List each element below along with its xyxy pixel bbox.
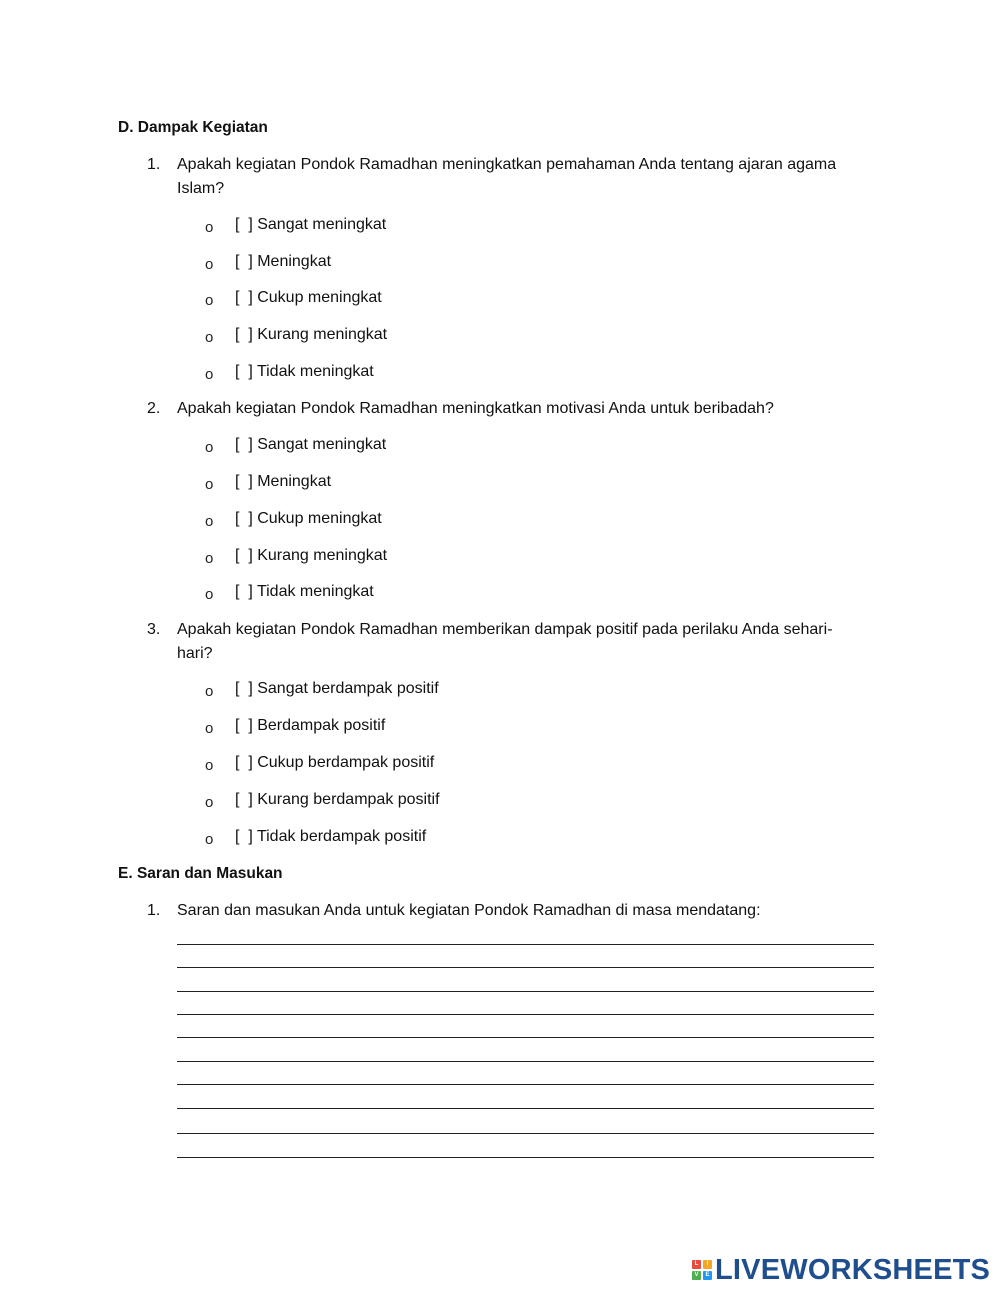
question-3-text: Apakah kegiatan Pondok Ramadhan memberikan dampak positif pada perilaku Anda sehari-hari?: [177, 621, 833, 662]
bullet-icon: o: [205, 757, 214, 774]
answer-line: [177, 1014, 874, 1015]
bullet-icon: o: [205, 831, 214, 848]
question-2-text: Apakah kegiatan Pondok Ramadhan meningkatkan motivasi Anda untuk beribadah?: [177, 400, 774, 417]
bullet-icon: o: [205, 476, 214, 493]
q3-option-2[interactable]: [ ] Berdampak positif: [235, 717, 386, 734]
answer-line: [177, 1157, 874, 1158]
answer-line: [177, 1084, 874, 1085]
bullet-icon: o: [205, 256, 214, 273]
bullet-icon: o: [205, 439, 214, 456]
q2-option-1[interactable]: [ ] Sangat meningkat: [235, 436, 387, 453]
answer-line: [177, 1061, 874, 1062]
bullet-icon: o: [205, 292, 214, 309]
q1-option-5[interactable]: [ ] Tidak meningkat: [235, 363, 374, 380]
q3-option-4[interactable]: [ ] Kurang berdampak positif: [235, 791, 440, 808]
answer-line: [177, 1133, 874, 1134]
question-e1-text: Saran dan masukan Anda untuk kegiatan Pondok Ramadhan di masa mendatang:: [177, 902, 761, 919]
answer-line: [177, 1037, 874, 1038]
bullet-icon: o: [205, 586, 214, 603]
q2-option-4[interactable]: [ ] Kurang meningkat: [235, 547, 388, 564]
liveworksheets-logo: [692, 1254, 990, 1286]
q3-option-3[interactable]: [ ] Cukup berdampak positif: [235, 754, 435, 771]
q3-option-1[interactable]: [ ] Sangat berdampak positif: [235, 680, 439, 697]
answer-line: [177, 967, 874, 968]
q2-option-2[interactable]: [ ] Meningkat: [235, 473, 332, 490]
bullet-icon: o: [205, 219, 214, 236]
bullet-icon: o: [205, 550, 214, 567]
q1-option-2[interactable]: [ ] Meningkat: [235, 253, 332, 270]
q1-option-1[interactable]: [ ] Sangat meningkat: [235, 216, 387, 233]
logo-blocks-icon: [692, 1260, 712, 1280]
question-1-text: Apakah kegiatan Pondok Ramadhan meningkatkan pemahaman Anda tentang ajaran agama Islam?: [177, 156, 837, 197]
logo-block-v: V: [692, 1271, 701, 1280]
logo-block-l: L: [692, 1260, 701, 1269]
question-e1-number: 1.: [147, 902, 161, 919]
bullet-icon: o: [205, 683, 214, 700]
bullet-icon: o: [205, 720, 214, 737]
answer-line: [177, 991, 874, 992]
q1-option-4[interactable]: [ ] Kurang meningkat: [235, 326, 388, 343]
bullet-icon: o: [205, 794, 214, 811]
bullet-icon: o: [205, 329, 214, 346]
suggestion-answer-input[interactable]: [177, 924, 874, 944]
logo-text: LIVEWORKSHEETS: [715, 1253, 991, 1286]
question-1-number: 1.: [147, 156, 161, 173]
question-3-number: 3.: [147, 621, 161, 638]
logo-block-e: E: [703, 1271, 712, 1280]
logo-block-i: I: [703, 1260, 712, 1269]
q2-option-5[interactable]: [ ] Tidak meningkat: [235, 583, 374, 600]
bullet-icon: o: [205, 513, 214, 530]
bullet-icon: o: [205, 366, 214, 383]
q3-option-5[interactable]: [ ] Tidak berdampak positif: [235, 828, 427, 845]
answer-line: [177, 944, 874, 945]
answer-line: [177, 1108, 874, 1109]
q2-option-3[interactable]: [ ] Cukup meningkat: [235, 510, 382, 527]
section-e-title: E. Saran dan Masukan: [118, 865, 283, 882]
question-2-number: 2.: [147, 400, 161, 417]
section-d-title: D. Dampak Kegiatan: [118, 119, 268, 136]
q1-option-3[interactable]: [ ] Cukup meningkat: [235, 289, 382, 306]
